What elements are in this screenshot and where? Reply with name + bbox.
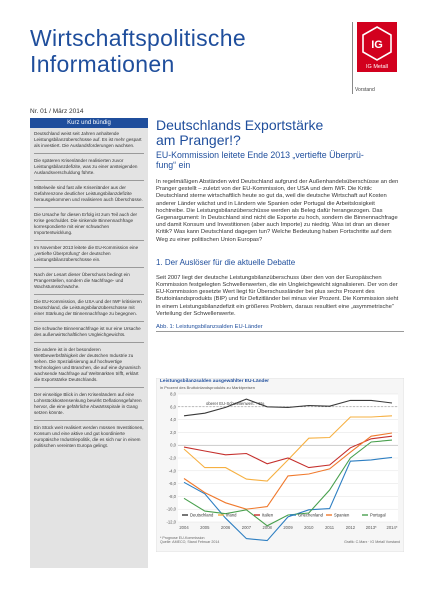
sidebar-divider: [34, 294, 144, 295]
x-tick-label: 2005: [200, 525, 210, 530]
sidebar-divider: [34, 207, 144, 208]
legend-label: Deutschland: [190, 512, 214, 518]
chart-subtitle: in Prozent des Bruttoinlandsprodukts zu Marktpreisen: [160, 385, 255, 390]
chart-title: Leistungsbilanzsalden ausgewählter EU-Länder: [160, 379, 270, 384]
subhead-line-1: EU-Kommission leitete Ende 2013 „vertiefte Überprü-: [156, 150, 364, 160]
legend-label: Griechenland: [298, 512, 323, 518]
sidebar-paragraph: Deutschland weist seit Jahren anhaltende Leistungsbilanzüberschüsse auf. Es ist mehr gespart als investiert. Die Auslandsforderungen wachsen.: [34, 131, 142, 148]
masthead-title: [30, 25, 330, 77]
logo-divider: [352, 22, 353, 94]
sidebar-paragraph: Die EU-Kommission, die USA und der IWF kritisieren Deutschland, die Leistungsbilanzüberschüsse mit einer Stärkung der Binnennachfrage zu begegnen.: [34, 299, 142, 316]
figure-caption: Abb. 1: Leistungsbilanzsalden EU-Länder: [156, 324, 263, 331]
sidebar-divider: [34, 153, 144, 154]
legend-label: Spanien: [334, 512, 350, 518]
issue-number: Nr. 01 / März 2014: [30, 108, 84, 115]
sidebar-paragraph: Die Ursache für diesen Erfolg ist zum Teil auch der Krise geschuldet. Die sinkende Binnennachfrage korrespondierte mit einer schwachen Importentwicklung.: [34, 212, 138, 235]
section-body: Seit 2007 liegt der deutsche Leistungsbilanzüberschuss über den von der Europäischen Kommission festgelegten Schwellenwerten, die ein Ungleichgewicht signalisieren. Der von der EU-Kommission gesetzte Wert liegt für Überschussländer bei plus sechs Prozent des Bruttoinlandsprodukts (BIP) und für Defizitländer bei minus vier Prozent. Die Kommission sieht in einem Leistungsbilanzdefizit ein größeres Problem, daraus resultiert eine „asymmetrische“ Verteilung der Schwellenwerte.: [156, 274, 399, 317]
article: [156, 118, 404, 332]
y-tick-label: 4,0: [170, 417, 176, 423]
section-heading: 1. Der Auslöser für die aktuelle Debatte: [156, 257, 296, 267]
y-tick-label: 0,0: [170, 442, 176, 448]
x-tick-label: 2011: [325, 525, 335, 530]
chart-source: [160, 536, 219, 545]
sidebar-divider: [34, 387, 144, 388]
chart-canvas: [156, 378, 404, 552]
sidebar-divider: [34, 240, 144, 241]
article-headline: [156, 118, 404, 148]
sidebar-divider: [34, 420, 144, 421]
sidebar-paragraph: Die schwache Binnennachfrage ist nur eine Ursache des außenwirtschaftlichen Ungleichgewichts.: [34, 326, 141, 337]
y-tick-label: 2,0: [170, 429, 176, 435]
current-account-chart: [156, 378, 404, 552]
subhead-line-2: fung“ ein: [156, 160, 191, 170]
x-tick-label: 2010: [304, 525, 314, 530]
x-tick-label: 2012: [345, 525, 356, 530]
figure-caption-rule: [156, 331, 404, 332]
svg-text:IG: IG: [371, 39, 383, 51]
sidebar-paragraph: Im November 2013 leitete die EU-Kommission eine „vertiefte Überprüfung“ der deutschen Leistungsbilanzüberschüsse ein.: [34, 245, 139, 262]
x-tick-label: 2014*: [386, 525, 398, 530]
threshold-label: oberer EU-Schwellenwert: +6%: [206, 400, 265, 406]
sidebar-paragraph: Nach der Lesart dieser Überschuss bedingt ein Prangerstellen, sondern die Nachfrage- und Wachstumsschwäche.: [34, 272, 130, 289]
summary-sidebar: [30, 118, 148, 568]
sidebar-divider: [34, 267, 144, 268]
sidebar-divider: [34, 180, 144, 181]
chart-credit: Grafik: C.Marx · IG Metall Vorstand: [344, 540, 400, 544]
y-tick-label: -10,0: [166, 506, 176, 512]
article-intro: In regelmäßigen Abständen wird Deutschland aufgrund der Außenhandelsüberschüsse an den Pranger gestellt – zuletzt von der EU-Kommission, der USA und dem IWF. Die Kritik: Deutschland sterne wirtschaftlich heute so gut da, weil die deutsche Wirtschaft auf Kosten anderer Länder wächst und in Ländern wie Spanien oder Portugal die Arbeitslosigkeit hochtreibe. Die Leistungsbilanzüberschüsse werden als Beleg dafür herangezogen. Das Gegenargument: In Deutschland sind nicht die Exporte zu hoch, sondern die Binnennachfrage und damit Konsum und Investitionen (aber auch Importe) zu niedrig. Was ist dran an dieser Kritik? Was kann Deutschland dagegen tun? Welche Bedeutung haben Fortschritte auf dem Weg zu einer politischen Union Europas?: [156, 179, 399, 243]
chart-source-line: * Prognose EU-Kommission: [160, 536, 205, 540]
y-tick-label: -2,0: [168, 455, 176, 461]
legend-label: Irland: [226, 512, 237, 518]
masthead-line-1: Wirtschaftspolitische: [30, 25, 246, 51]
legend-label: Portugal: [370, 512, 386, 518]
y-tick-label: -12,0: [166, 519, 176, 525]
sidebar-header: Kurz und bündig: [30, 118, 148, 128]
headline-line-1: Deutschlands Exportstärke: [156, 117, 324, 133]
y-tick-label: 8,0: [170, 391, 176, 397]
ig-metall-logo-icon: [357, 22, 397, 72]
x-tick-label: 2013*: [365, 525, 377, 530]
y-tick-label: 6,0: [170, 404, 176, 410]
sidebar-body: [30, 128, 148, 456]
headline-line-2: am Pranger!?: [156, 132, 241, 148]
x-tick-label: 2004: [179, 525, 189, 530]
masthead-line-2: Informationen: [30, 51, 175, 77]
sidebar-divider: [34, 342, 144, 343]
x-tick-label: 2007: [241, 525, 252, 530]
sidebar-divider: [34, 321, 144, 322]
org-unit-label: Vorstand: [355, 87, 375, 93]
y-tick-label: -8,0: [168, 493, 176, 499]
x-tick-label: 2008: [262, 525, 272, 530]
x-tick-label: 2009: [283, 525, 293, 530]
y-tick-label: -4,0: [168, 468, 176, 474]
sidebar-paragraph: Die späteren Krisenländer realisierten zuvor Leistungsbilanzdefizite, was zu einer ansteigenden Auslandsverschuldung führte.: [34, 158, 138, 175]
chart-source-line: Quelle: AMECO, Stand Februar 2014: [160, 540, 220, 545]
sidebar-paragraph: Der einseitige Blick in den Krisenländern auf eine Lohnstückkostensenkung bewirkt Deflationsgefahren hervor, die eine gefährliche Abwärtsspirale in Gang setzen könnte.: [34, 392, 142, 415]
sidebar-paragraph: Ein Stück weit realisiert werden müssen Investitionen, Konsum und eine aktive und gut koordinierte europäische Industriepolitik, die es sich nur in einem politischen vereinten Europa gelingt.: [34, 425, 144, 448]
legend-label: Italien: [262, 512, 274, 518]
x-tick-label: 2006: [220, 525, 231, 530]
y-tick-label: -6,0: [168, 481, 176, 487]
logo-text: IG Metall: [365, 64, 389, 70]
sidebar-paragraph: Die andere ist in der besonderen Wettbewerbsfähigkeit der deutschen Industrie zu sehen. Die Spezialisierung auf hochwertige Technologien und Branchen, die auf eine dynamisch wachsende Nachfrage auf Weltmärkten trifft, erklärt die Exportstärke Deutschlands.: [34, 347, 141, 382]
sidebar-paragraph: Mittelweile sind fast alle Krisenländer aus der Gefahrenzone deutlicher Leistungsbilanzdefizite herausgekommen und realisieren auch Überschüsse.: [34, 185, 143, 202]
article-subhead: [156, 150, 404, 170]
